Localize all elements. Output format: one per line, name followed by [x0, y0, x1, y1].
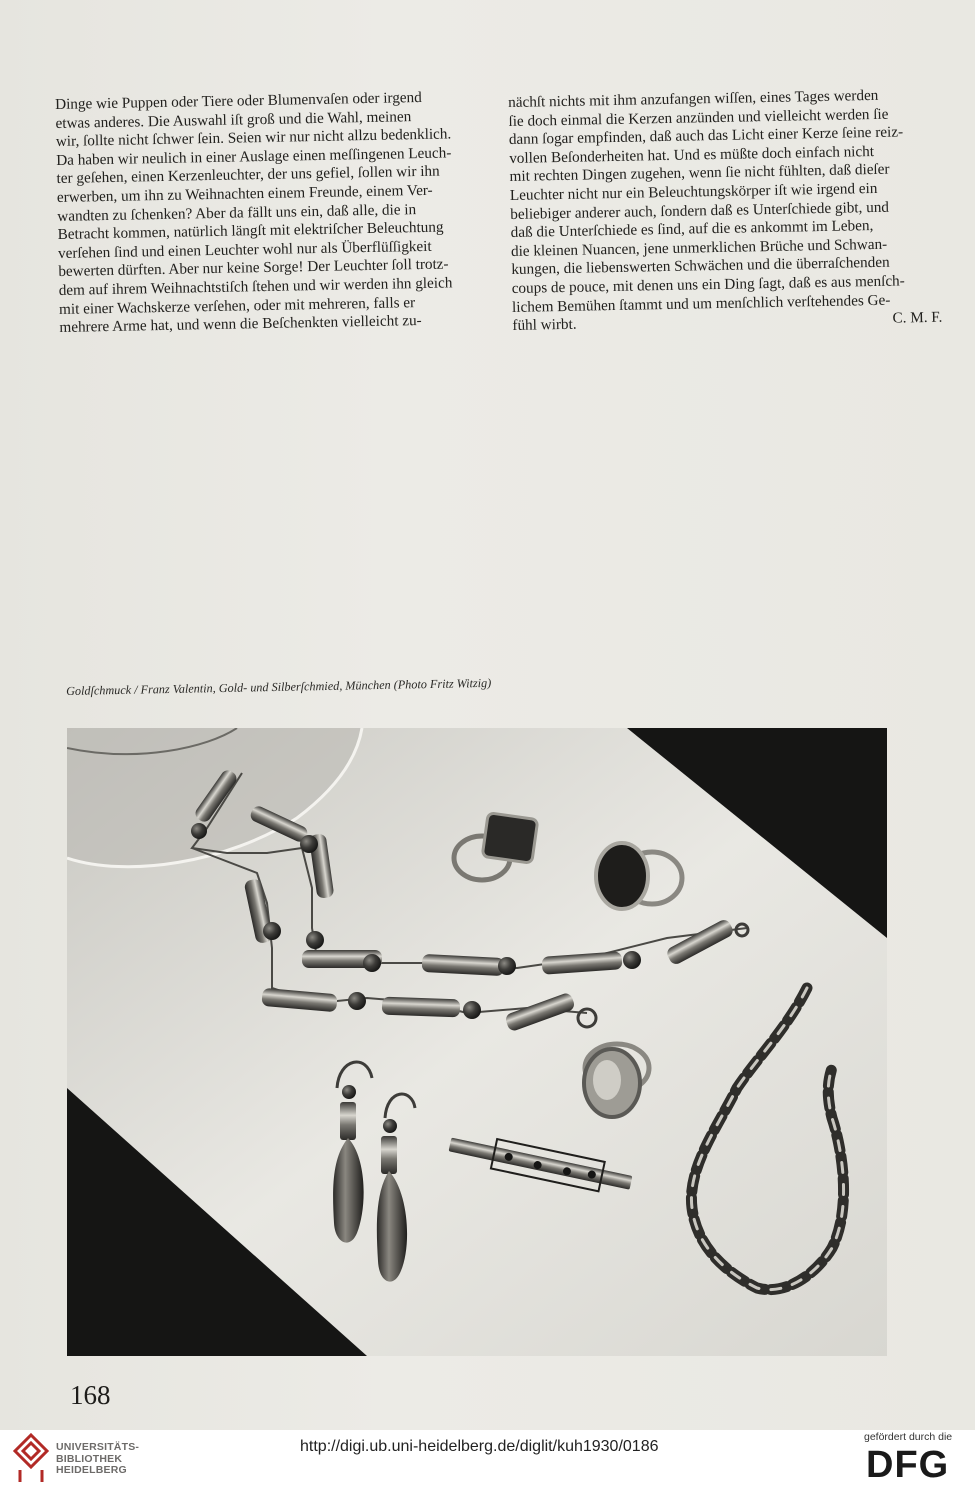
- text-line: etwas anderes. Die Auswahl iſt groß und die Wahl, meinen: [55, 107, 412, 132]
- text-line: mehrere Arme hat, und wenn die Beſchenkten vielleicht zu-: [59, 312, 422, 337]
- text-line: daß die Unterſchiede es ſind, auf die es ankommt im Leben,: [510, 217, 874, 242]
- text-line: ſie doch einmal die Kerzen anzünden und vielleicht werden ſie: [508, 105, 889, 130]
- library-name-line: BIBLIOTHEK: [56, 1452, 123, 1465]
- text-line: wir, ſollte nicht ſchwer ſein. Seien wir nur nicht allzu bedenklich.: [55, 125, 452, 151]
- text-column-right: [508, 86, 943, 336]
- text-line: dem auf ihrem Weihnachtstiſch ſtehen und wir werden ihn gleich: [58, 274, 453, 299]
- text-line: coups de pouce, mit denen uns ein Ding ſagt, daß es aus menſch-: [511, 272, 905, 297]
- text-line: erwerben, um ihn zu Weihnachten einem Freunde, einem Ver-: [56, 181, 433, 206]
- text-line: nächſt nichts mit ihm anzufangen wiſſen, eines Tages werden: [508, 86, 879, 111]
- text-line: Da haben wir neulich in einer Auslage einen meſſingenen Leuch-: [56, 144, 452, 169]
- text-line: lichem Bemühen ſtammt und um menſchlich verſtehendes Ge-: [511, 291, 891, 316]
- library-name-line: HEIDELBERG: [56, 1464, 127, 1476]
- text-line: dann ſogar empfinden, daß auch das Licht einer Kerze ſeine reiz-: [508, 123, 904, 149]
- text-line: beliebiger anderer auch, ſondern daß es Unterſchiede gibt, und: [510, 198, 890, 223]
- funding-label: gefördert durch die: [864, 1431, 953, 1443]
- jewelry-photo: [67, 728, 887, 1356]
- text-line: kungen, die liebenswerten Schwächen und die überraſchenden: [511, 254, 890, 279]
- text-line: fühl wirbt.: [512, 315, 577, 335]
- text-line: verſehen ſind und einen Leuchter wohl nur als Überflüſſigkeit: [57, 237, 432, 262]
- text-line: die kleinen Nuancen, jene unmerklichen Brüche und Schwan-: [510, 235, 888, 260]
- text-line: Betracht kommen, natürlich längſt mit elektriſcher Beleuchtung: [57, 218, 444, 244]
- page-number: 168: [70, 1380, 111, 1410]
- dfg-logo: DFG: [866, 1444, 950, 1486]
- library-name: [56, 1442, 139, 1477]
- library-name-line: UNIVERSITÄTS-: [56, 1441, 140, 1453]
- permalink-url[interactable]: http://digi.ub.uni-heidelberg.de/diglit/kuh1930/0186: [300, 1438, 659, 1455]
- text-line: Leuchter nicht nur ein Beleuchtungskörper iſt wie irgend ein: [509, 179, 878, 204]
- text-line: vollen Beſonderheiten hat. Und es müßte doch einfach nicht: [509, 142, 875, 167]
- text-line: mit einer Wachskerze verſehen, oder mit mehreren, falls er: [58, 293, 416, 318]
- text-line: Dinge wie Puppen oder Tiere oder Blumenvaſen oder irgend: [55, 88, 422, 113]
- text-column-left: [55, 88, 490, 338]
- photo-caption: Goldſchmuck / Franz Valentin, Gold- und Silberſchmied, München (Photo Fritz Witzig): [66, 675, 492, 698]
- text-line: bewerten dürften. Aber nur keine Sorge! Der Leuchter ſoll trotz-: [58, 255, 449, 281]
- text-line: mit rechten Dingen zugehen, wenn ſie nicht fühlten, daß dieſer: [509, 161, 890, 186]
- university-library-logo-icon: [12, 1432, 50, 1482]
- text-line: wandten zu ſchenken? Aber da fällt uns ein, daß alle, die in: [57, 200, 417, 225]
- text-line: ter geſehen, einen Kerzenleuchter, der uns gefiel, ſollen wir ihn: [56, 163, 440, 188]
- author-signature: C. M. F.: [892, 308, 943, 327]
